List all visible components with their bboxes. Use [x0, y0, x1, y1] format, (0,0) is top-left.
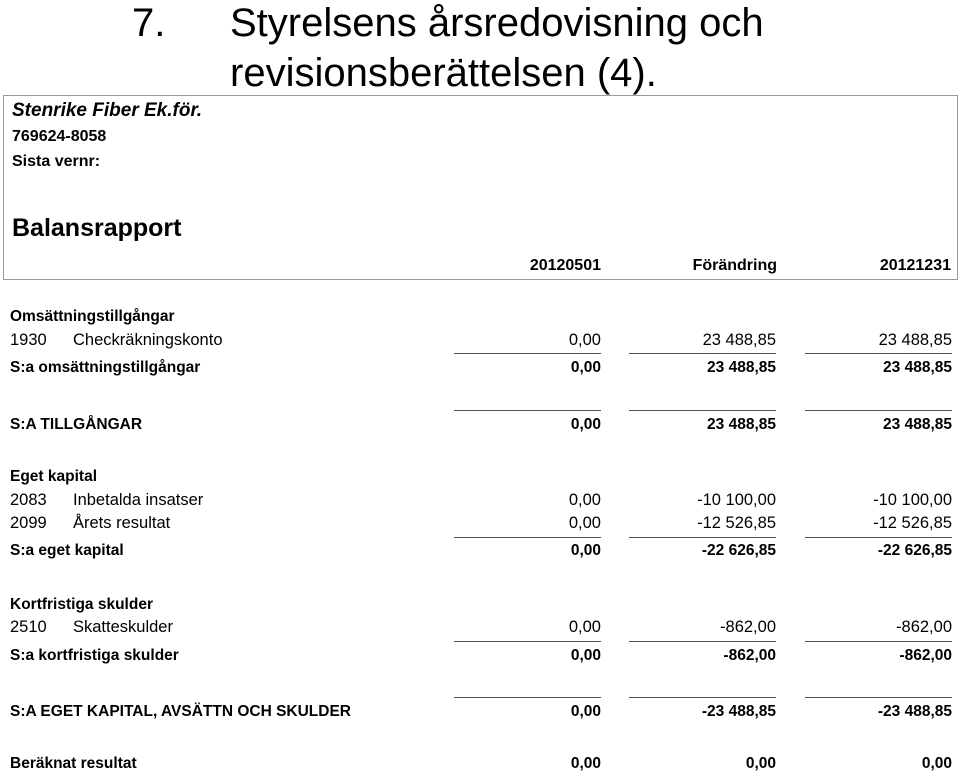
- divider: [805, 537, 952, 538]
- row-label: S:a kortfristiga skulder: [10, 647, 179, 664]
- divider: [629, 410, 776, 411]
- value-closing: -862,00: [896, 618, 952, 636]
- value-change: 23 488,85: [707, 416, 776, 433]
- subtotal-row-short-term-liabilities: [0, 645, 960, 667]
- value-opening: 0,00: [570, 416, 601, 433]
- divider: [629, 353, 776, 354]
- divider: [629, 697, 776, 698]
- divider: [629, 641, 776, 642]
- value-closing: 23 488,85: [883, 416, 952, 433]
- account-name: Skatteskulder: [73, 618, 173, 636]
- value-change: -862,00: [723, 647, 776, 664]
- total-row-assets: [0, 414, 960, 436]
- account-number: 2510: [10, 618, 47, 636]
- total-row-equity-and-liabilities: [0, 701, 960, 723]
- divider: [805, 697, 952, 698]
- value-closing: -10 100,00: [873, 491, 952, 509]
- row-label: S:a omsättningstillgångar: [10, 359, 201, 376]
- row-label: S:A TILLGÅNGAR: [10, 416, 143, 433]
- divider: [454, 537, 601, 538]
- value-change: 23 488,85: [702, 331, 776, 349]
- value-opening: 0,00: [568, 514, 601, 532]
- section-heading-current-assets: [0, 306, 960, 328]
- subtotal-row-equity: [0, 540, 960, 562]
- table-row-1930: [0, 329, 960, 351]
- account-number: 1930: [10, 331, 47, 349]
- last-voucher-label: Sista vernr:: [12, 153, 101, 170]
- value-opening: 0,00: [570, 542, 601, 559]
- account-number: 2083: [10, 491, 47, 509]
- table-row-2510: [0, 616, 960, 638]
- value-opening: 0,00: [568, 618, 601, 636]
- column-header-opening: 20120501: [529, 257, 601, 274]
- value-change: 0,00: [745, 755, 776, 772]
- value-change: -23 488,85: [701, 703, 776, 720]
- divider: [454, 353, 601, 354]
- divider: [454, 641, 601, 642]
- row-label: Beräknat resultat: [10, 755, 137, 772]
- divider: [805, 410, 952, 411]
- slide-title: [0, 0, 960, 96]
- divider: [454, 410, 601, 411]
- account-number: 2099: [10, 514, 47, 532]
- section-heading-equity: [0, 466, 960, 488]
- value-change: -862,00: [720, 618, 776, 636]
- table-row-2083: [0, 489, 960, 511]
- value-change: -22 626,85: [701, 542, 776, 559]
- column-header-closing: 20121231: [879, 257, 951, 274]
- calculated-result-row: [0, 753, 960, 775]
- divider: [805, 353, 952, 354]
- table-row-2099: [0, 512, 960, 534]
- value-opening: 0,00: [568, 331, 601, 349]
- value-opening: 0,00: [570, 703, 601, 720]
- report-title: Balansrapport: [12, 214, 182, 242]
- divider: [454, 697, 601, 698]
- account-name: Inbetalda insatser: [73, 491, 204, 509]
- report-header-panel: [3, 95, 958, 280]
- value-change: -12 526,85: [697, 514, 776, 532]
- value-closing: 0,00: [921, 755, 952, 772]
- section-label: Kortfristiga skulder: [10, 596, 153, 613]
- value-closing: -22 626,85: [877, 542, 952, 559]
- subtotal-row-current-assets: [0, 357, 960, 379]
- account-name: Checkräkningskonto: [73, 331, 223, 349]
- divider: [805, 641, 952, 642]
- value-closing: 23 488,85: [878, 331, 952, 349]
- org-number: 769624-8058: [12, 128, 107, 145]
- divider: [629, 537, 776, 538]
- value-change: 23 488,85: [707, 359, 776, 376]
- value-change: -10 100,00: [697, 491, 776, 509]
- value-closing: -862,00: [899, 647, 952, 664]
- section-label: Eget kapital: [10, 468, 97, 485]
- value-closing: -23 488,85: [877, 703, 952, 720]
- row-label: S:a eget kapital: [10, 542, 124, 559]
- section-heading-short-term-liabilities: [0, 594, 960, 616]
- row-label: S:A EGET KAPITAL, AVSÄTTN OCH SKULDER: [10, 703, 351, 720]
- value-closing: 23 488,85: [883, 359, 952, 376]
- section-label: Omsättningstillgångar: [10, 308, 175, 325]
- value-opening: 0,00: [568, 491, 601, 509]
- company-name: Stenrike Fiber Ek.för.: [12, 100, 203, 121]
- value-opening: 0,00: [570, 647, 601, 664]
- slide-title-line-1: Styrelsens årsredovisning och: [230, 1, 764, 45]
- value-opening: 0,00: [570, 755, 601, 772]
- value-opening: 0,00: [570, 359, 601, 376]
- slide-number: 7.: [132, 1, 166, 45]
- account-name: Årets resultat: [73, 514, 171, 532]
- slide-title-line-2: revisionsberättelsen (4).: [230, 51, 657, 95]
- value-closing: -12 526,85: [873, 514, 952, 532]
- column-header-change: Förändring: [692, 257, 777, 274]
